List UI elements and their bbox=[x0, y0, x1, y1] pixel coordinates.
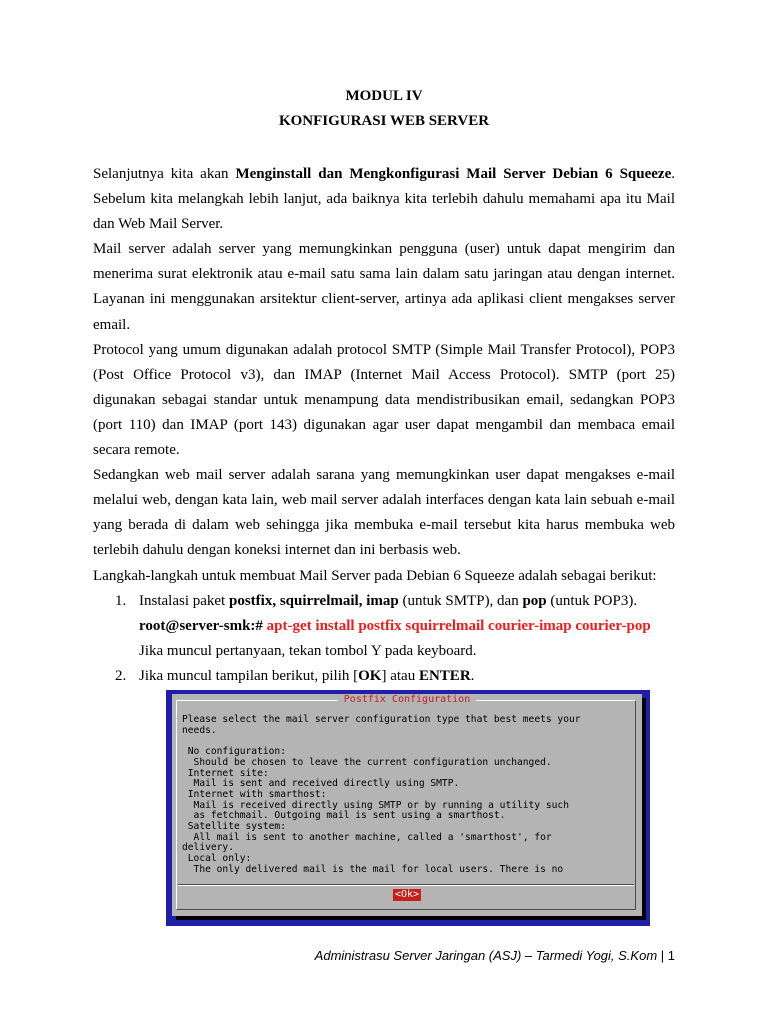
text-span: Selanjutnya kita akan bbox=[93, 166, 236, 182]
dialog-text: Please select the mail server configuration type that best meets your needs. No configuration: Should be chosen to leave the current configuration unchanged. Internet site: Mail is sent and received directly using SMTP. Internet with smarthost: Mail is received directly using SMTP or by running a utility such as fetchmail. Outgoing mail is sent using a smarthost. Satellite system: All mail is sent to another machine, called a 'smarthost', for delivery. Local only: The only delivered mail is the mail for local users. There is no bbox=[182, 714, 581, 875]
ok-button[interactable]: <Ok> bbox=[394, 889, 420, 900]
footer-text: Administrasu Server Jaringan (ASJ) – Tarmedi Yogi, S.Kom bbox=[314, 948, 658, 963]
shell-command: apt-get install postfix squirrelmail courier-imap courier-pop bbox=[262, 617, 651, 634]
shell-prompt: root@server-smk:# bbox=[139, 617, 263, 634]
dialog-divider bbox=[178, 884, 634, 886]
module-subtitle: KONFIGURASI WEB SERVER bbox=[278, 113, 490, 129]
text-span: Instalasi paket bbox=[139, 592, 229, 609]
paragraph-mail-server: Mail server adalah server yang memungkinkan pengguna (user) untuk dapat mengirim dan menerima surat elektronik atau e-mail satu sama lain dalam satu jaringan atau dengan internet. Layanan ini menggunakan arsitektur client-server, artinya ada aplikasi client mengakses server email. bbox=[93, 241, 675, 333]
bold-span: Menginstall dan Mengkonfigurasi Mail Server Debian 6 Squeeze bbox=[235, 166, 672, 182]
step-text bbox=[139, 589, 675, 614]
text-span: Jika muncul tampilan berikut, pilih [ bbox=[139, 667, 359, 684]
step-number: 1. bbox=[115, 592, 127, 609]
postfix-dialog bbox=[172, 694, 642, 916]
text-span: (untuk POP3). bbox=[546, 592, 638, 609]
paragraph-protocol: Protocol yang umum digunakan adalah protocol SMTP (Simple Mail Transfer Protocol), POP3 (Post Office Protocol v3), dan IMAP (Internet Mail Access Protocol). SMTP (port 25) digunakan sebagai standar untuk menampung data mendistribusikan email, sedangkan POP3 (port 110) dan IMAP (port 143) digunakan agar user dapat mengambil dan membaca email secara remote. bbox=[93, 341, 675, 459]
bold-span: OK bbox=[358, 667, 382, 684]
text-span: . Sebelum kita melangkah lebih lanjut, ada baiknya kita terlebih dahulu memahami apa itu Mail dan Web Mail Server. bbox=[93, 166, 675, 233]
step-item bbox=[93, 664, 675, 689]
bold-span: ENTER bbox=[418, 667, 471, 684]
dialog-title: Postfix Configuration bbox=[338, 694, 476, 706]
paragraph-intro bbox=[93, 162, 675, 237]
step-note: Jika muncul pertanyaan, tekan tombol Y pada keyboard. bbox=[139, 642, 477, 659]
text-span: (untuk SMTP), dan bbox=[398, 592, 523, 609]
text-span: ] atau bbox=[381, 667, 419, 684]
footer-separator: | bbox=[657, 948, 668, 963]
command-line bbox=[139, 614, 675, 639]
module-title: MODUL IV bbox=[345, 88, 423, 104]
steps-list bbox=[93, 589, 675, 689]
paragraph-steps-intro: Langkah-langkah untuk membuat Mail Server pada Debian 6 Squeeze adalah sebagai berikut: bbox=[93, 567, 657, 584]
page-footer bbox=[0, 948, 675, 964]
terminal-screenshot bbox=[166, 690, 650, 926]
document-body bbox=[93, 162, 675, 689]
text-span: . bbox=[470, 667, 475, 684]
bold-span: postfix, squirrelmail, imap bbox=[228, 592, 399, 609]
bold-span: pop bbox=[522, 592, 547, 609]
step-number: 2. bbox=[115, 667, 127, 684]
step-item bbox=[93, 589, 675, 664]
page-number: 1 bbox=[667, 948, 675, 963]
step-text bbox=[139, 664, 675, 689]
paragraph-web-mail: Sedangkan web mail server adalah sarana yang memungkinkan user dapat mengakses e-mail melalui web, dengan kata lain, web mail server adalah interfaces dengan kata lain sebuah e-mail yang berada di dalam web sehingga jika membuka e-mail tersebut kita harus membuka web terlebih dahulu dengan koneksi internet dan ini berbasis web. bbox=[93, 467, 675, 559]
